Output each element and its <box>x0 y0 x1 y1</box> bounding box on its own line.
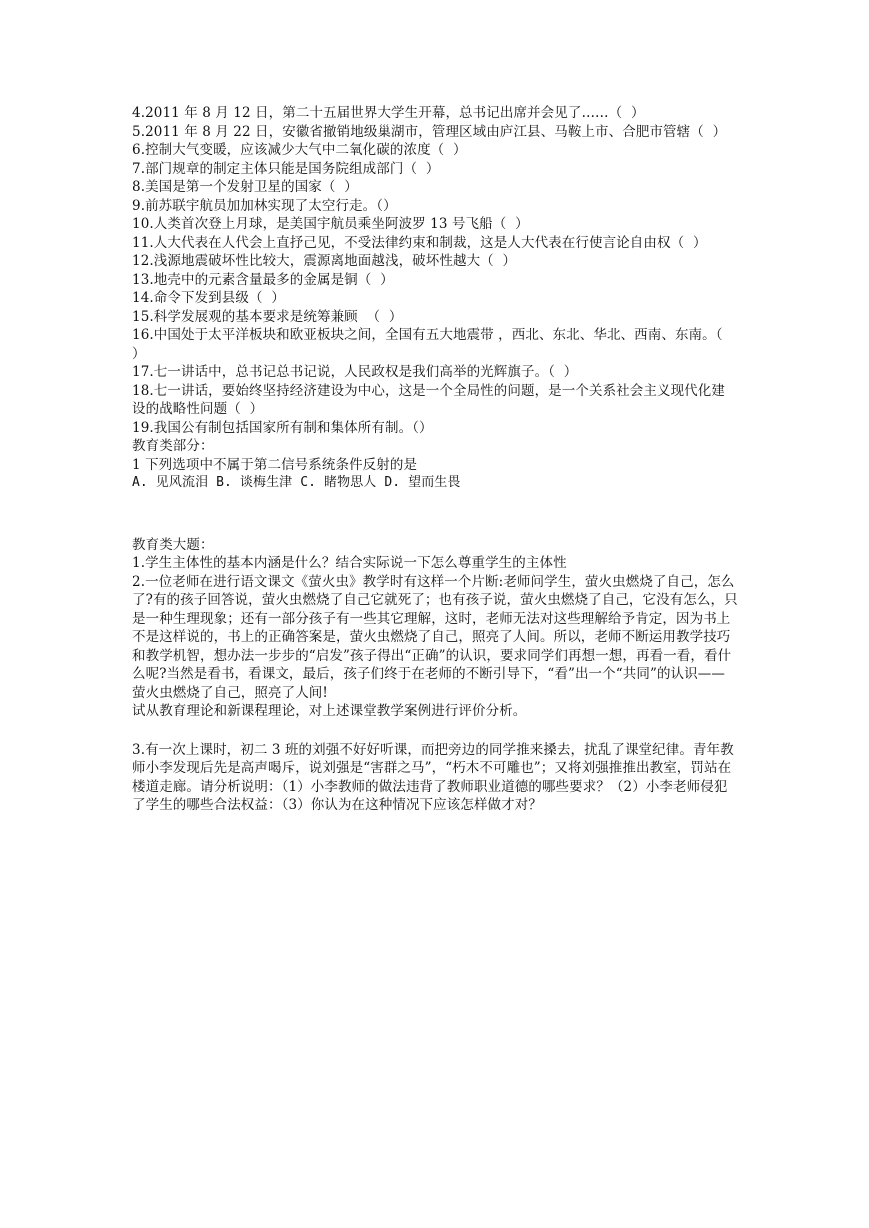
question-item-16: 16.中国处于太平洋板块和欧亚板块之间，全国有五大地震带 ，西北、东北、华北、西南、东南。（ ） <box>132 327 732 362</box>
education-section-heading: 教育类部分： <box>132 438 214 454</box>
question-item-13: 13.地壳中的元素含量最多的金属是铜（ ） <box>132 271 394 288</box>
big-question-2-task: 试从教育理论和新课程理论，对上述课堂教学案例进行评价分析。 <box>132 703 527 719</box>
big-questions-heading: 教育类大题： <box>132 536 214 553</box>
big-question-2: 2.一位老师在进行语文课文《萤火虫》教学时有这样一个片断:老师问学生，萤火虫燃烧了自己，怎么了?有的孩子回答说，萤火虫燃烧了自己它就死了；也有孩子说，萤火虫燃烧了自己，它没有怎么，只是一种生理现象；还有一部分孩子有一些其它理解，这时，老师无法对这些理解给予肯定，因为书上不是这样说的，书上的正确答案是，萤火虫燃烧了自己，照亮了人间。所以，老师不断运用教学技巧和教学机智，想办法一步步的“启发”孩子得出“正确”的认识，要求同学们再想一想，再看一看，看什么呢?当然是看书，看课文，最后，孩子们终于在老师的不断引导下，“看”出一个“共同”的认识——萤火虫燃烧了自己，照亮了人间! <box>132 573 738 701</box>
question-item-11: 11.人大代表在人代会上直抒己见，不受法律约束和制裁，这是人大代表在行使言论自由权（ ） <box>132 234 707 251</box>
spacer <box>132 493 738 536</box>
big-question-1: 1.学生主体性的基本内涵是什么？结合实际说一下怎么尊重学生的主体性 <box>132 555 567 571</box>
education-question-1-options: A. 见风流泪 B. 谈梅生津 C. 睹物思人 D. 望而生畏 <box>132 475 461 490</box>
question-item-14: 14.命令下发到县级（ ） <box>132 290 285 306</box>
question-item-6: 6.控制大气变暖，应该减少大气中二氧化碳的浓度（ ） <box>132 142 467 158</box>
spacer <box>132 721 738 741</box>
question-item-19: 19.我国公有制包括国家所有制和集体所有制。（） <box>132 419 433 436</box>
question-item-17: 17.七一讲话中，总书记总书记说，人民政权是我们高举的光辉旗子。（ ） <box>132 364 578 380</box>
question-item-9: 9.前苏联宇航员加加林实现了太空行走。（） <box>132 197 397 214</box>
question-item-5: 5.2011 年 8 月 22 日，安徽省撤销地级巢湖市，管理区域由庐江县、马鞍上市、合肥市管辖（ ） <box>132 123 727 140</box>
big-question-3: 3.有一次上课时，初二 3 班的刘强不好好听课，而把旁边的同学推来搡去，扰乱了课堂纪律。青年教师小李发现后先是高声喝斥，说刘强是“害群之马”，“朽木不可雕也”；又将刘强推推出教室，罚站在楼道走廊。请分析说明：（1）小李教师的做法违背了教师职业道德的哪些要求？（2）小李老师侵犯了学生的哪些合法权益：（3）你认为在这种情况下应该怎样做才对？ <box>132 741 734 813</box>
document-body <box>132 104 738 815</box>
question-item-8: 8.美国是第一个发射卫星的国家（ ） <box>132 179 358 195</box>
question-item-4: 4.2011 年 8 月 12 日，第二十五届世界大学生开幕，总书记出席并会见了……（ ） <box>132 105 645 121</box>
question-item-10: 10.人类首次登上月球，是美国宇航员乘坐阿波罗 13 号飞船（ ） <box>132 216 529 232</box>
question-item-7: 7.部门规章的制定主体只能是国务院组成部门（ ） <box>132 160 440 177</box>
question-item-15: 15.科学发展观的基本要求是统筹兼顾 （ ） <box>132 308 403 325</box>
question-item-12: 12.浅源地震破坏性比较大，震源离地面越浅，破坏性越大（ ） <box>132 253 517 269</box>
education-question-1: 1 下列选项中不属于第二信号系统条件反射的是 <box>132 456 418 473</box>
question-item-18: 18.七一讲话，要始终坚持经济建设为中心，这是一个全局性的问题，是一个关系社会主义现代化建设的战略性问题（ ） <box>132 382 725 417</box>
